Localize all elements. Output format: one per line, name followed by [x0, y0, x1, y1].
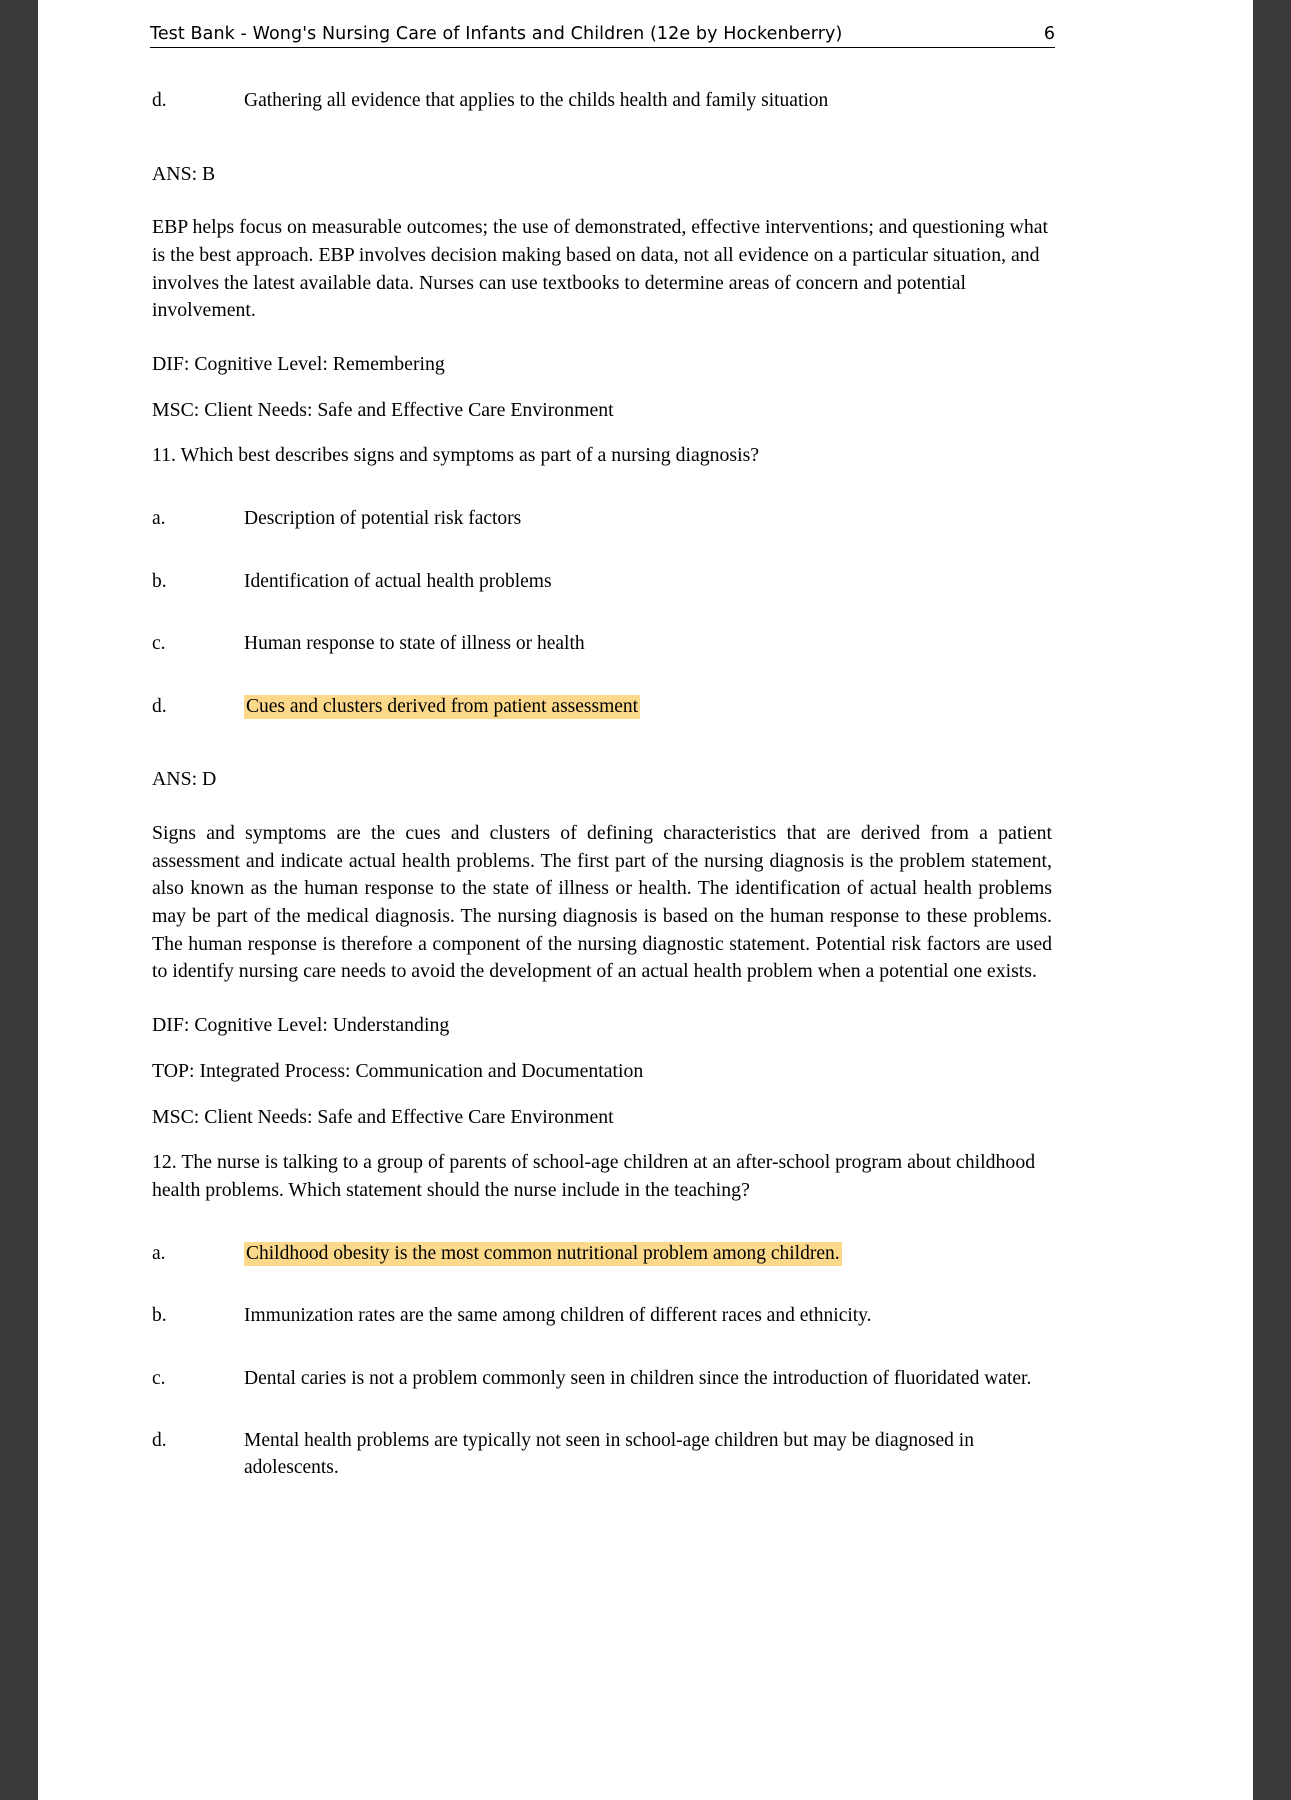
option-row: [152, 506, 1052, 533]
dif-10: DIF: Cognitive Level: Remembering: [152, 353, 445, 376]
spacer: [152, 1131, 1052, 1149]
option-text-span: Mental health problems are typically not seen in school-age children but may be diagnosed in adolescents.: [244, 1430, 974, 1478]
spacer: [152, 1330, 1052, 1366]
page-content: [38, 0, 1253, 1481]
page-header: [150, 24, 1055, 48]
option-letter: c.: [152, 1367, 166, 1389]
option-text: [244, 506, 1052, 533]
option-text: [244, 1428, 1052, 1481]
option-text: Gathering all evidence that applies to the childs health and family situation: [244, 90, 829, 111]
option-row: [152, 88, 1052, 115]
option-letter: d.: [152, 695, 167, 717]
spacer: [152, 1086, 1052, 1104]
option-text-span: Description of potential risk factors: [244, 508, 522, 530]
header-title: Test Bank - Wong's Nursing Care of Infants and Children (12e by Hockenberry): [150, 24, 843, 44]
header-page-number: 6: [1043, 24, 1055, 44]
document-body: [152, 88, 1052, 1481]
option-text: [244, 631, 1052, 658]
spacer: [152, 424, 1052, 442]
option-letter: b.: [152, 570, 167, 592]
option-text-span: Dental caries is not a problem commonly seen in children since the introduction of fluoridated water.: [244, 1367, 1032, 1389]
option-letter: c.: [152, 633, 166, 655]
option-text-span: Human response to state of illness or health: [244, 633, 585, 655]
option-row-highlighted: [152, 1241, 1052, 1268]
option-text: [244, 694, 1052, 721]
msc-11: MSC: Client Needs: Safe and Effective Care Environment: [152, 1105, 614, 1128]
option-row: [152, 1428, 1052, 1481]
option-letter: d.: [152, 1430, 167, 1452]
option-row-highlighted: [152, 694, 1052, 721]
option-row: [152, 569, 1052, 596]
spacer: [152, 533, 1052, 569]
option-text: [244, 569, 1052, 596]
option-row: [152, 631, 1052, 658]
rationale-11: Signs and symptoms are the cues and clusters of defining characteristics that are derived from a patient assessment and indicate actual health problems. The first part of the nursing diagnosis is the problem statement, also known as the human response to the state of illness or health. The identification of actual health problems may be part of the medical diagnosis. The nursing diagnosis is based on the human response to these problems. The human response is therefore a component of the nursing diagnostic statement. Potential risk factors are used to identify nursing care needs to avoid the development of an actual health problem when a potential one exists.: [152, 821, 1052, 983]
option-text-span: Identification of actual health problems: [244, 570, 552, 592]
option-row: [152, 1366, 1052, 1393]
msc-10: MSC: Client Needs: Safe and Effective Care Environment: [152, 398, 614, 421]
option-text-span: Immunization rates are the same among children of different races and ethnicity.: [244, 1305, 872, 1327]
spacer: [152, 1205, 1052, 1241]
spacer: [152, 325, 1052, 351]
spacer: [152, 720, 1052, 766]
highlighted-answer-text: Cues and clusters derived from patient assessment: [246, 695, 639, 717]
top-11: TOP: Integrated Process: Communication and Documentation: [152, 1059, 644, 1082]
question-11: 11. Which best describes signs and symptoms as part of a nursing diagnosis?: [152, 444, 760, 467]
spacer: [152, 595, 1052, 631]
spacer: [152, 470, 1052, 506]
answer-key-11: ANS: D: [152, 768, 217, 791]
option-letter: d.: [152, 90, 167, 111]
spacer: [152, 379, 1052, 397]
option-text: [244, 1366, 1052, 1393]
option-letter: b.: [152, 1305, 167, 1327]
spacer: [152, 1040, 1052, 1058]
question-12: 12. The nurse is talking to a group of parents of school-age children at an after-school program about childhood health problems. Which statement should the nurse include in the teaching?: [152, 1151, 1036, 1201]
dif-11: DIF: Cognitive Level: Understanding: [152, 1014, 450, 1037]
spacer: [152, 1267, 1052, 1303]
option-row: [152, 1303, 1052, 1330]
highlighted-answer-text: Childhood obesity is the most common nutritional problem among children.: [246, 1242, 840, 1264]
option-letter: a.: [152, 1242, 166, 1264]
spacer: [152, 794, 1052, 820]
option-letter: a.: [152, 508, 166, 530]
spacer: [152, 658, 1052, 694]
spacer: [152, 1392, 1052, 1428]
spacer: [152, 188, 1052, 214]
option-text: [244, 1303, 1052, 1330]
answer-key-10: ANS: B: [152, 162, 216, 185]
rationale-10: EBP helps focus on measurable outcomes; the use of demonstrated, effective interventions; and questioning what is the best approach. EBP involves decision making based on data, not all evidence on a particular situation, and involves the latest available data. Nurses can use textbooks to determine areas of concern and potential involvement.: [152, 216, 1048, 322]
document-page: [38, 0, 1253, 1800]
option-text: [244, 1241, 1052, 1268]
spacer: [152, 115, 1052, 161]
spacer: [152, 986, 1052, 1012]
